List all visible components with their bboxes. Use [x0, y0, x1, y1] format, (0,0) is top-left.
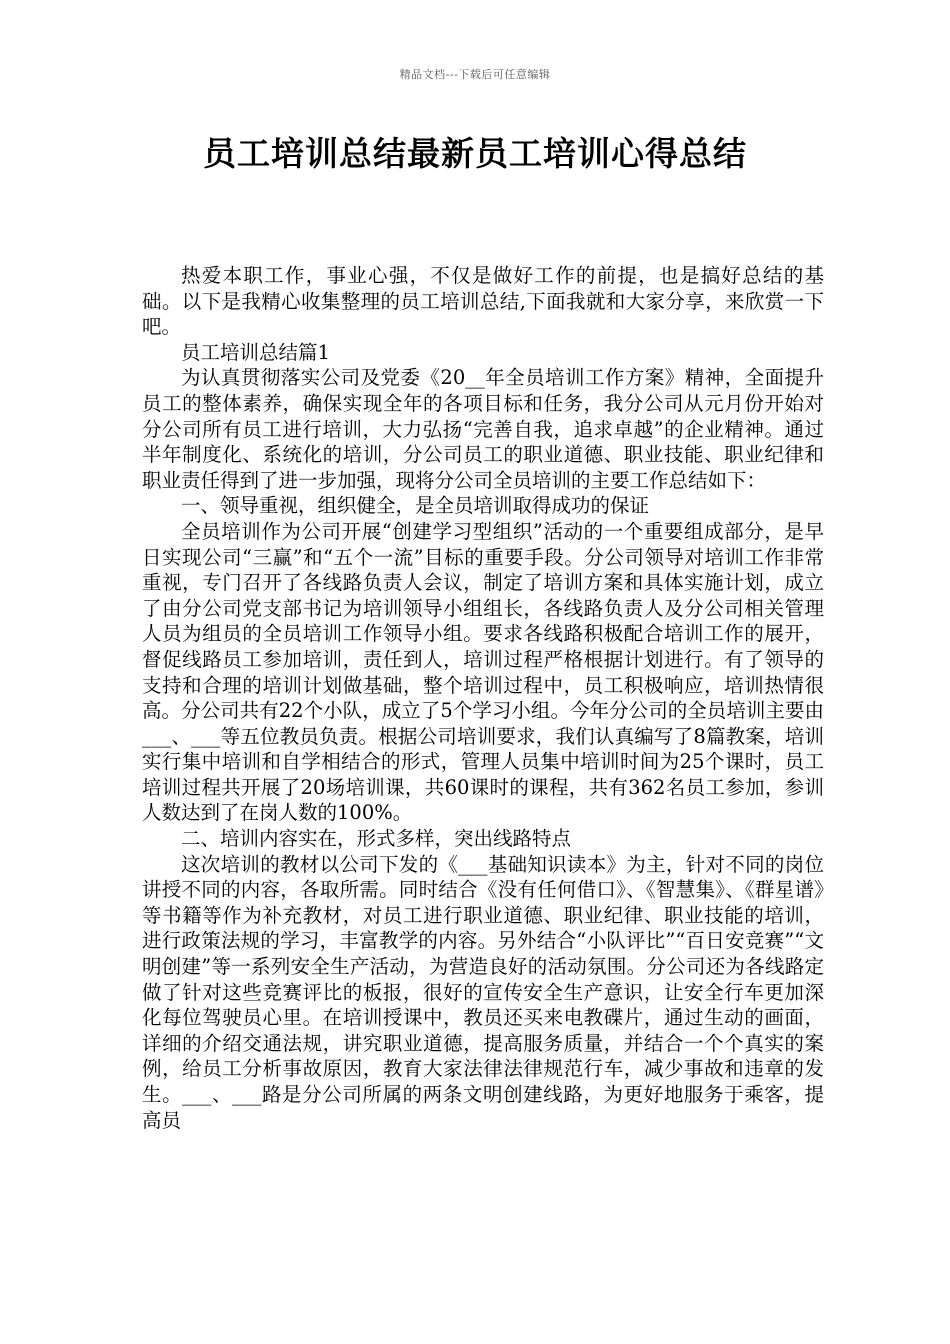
document-body: [142, 263, 824, 1133]
paragraph: 为认真贯彻落实公司及党委《20__年全员培训工作方案》精神，全面提升员工的整体素养，确保实现全年的各项目标和任务，我分公司从元月份开始对分公司所有员工进行培训，大力弘扬“完善自我，追求卓越”的企业精神。通过半年制度化、系统化的培训，分公司员工的职业道德、职业技能、职业纪律和职业责任得到了进一步加强，现将分公司全员培训的主要工作总结如下：: [142, 366, 824, 492]
subheading: 二、培训内容实在，形式多样，突出线路特点: [181, 827, 572, 851]
subheading: 一、领导重视，组织健全，是全员培训取得成功的保证: [181, 494, 650, 518]
document-title: 员工培训总结最新员工培训心得总结: [203, 134, 747, 173]
section-heading-part1: 员工培训总结篇1: [181, 340, 330, 364]
header-note: 精品文档---下载后可任意编辑: [399, 68, 551, 81]
paragraph-intro: 热爱本职工作，事业心强，不仅是做好工作的前提，也是搞好总结的基础。以下是我精心收集整理的员工培训总结,下面我就和大家分享，来欣赏一下吧。: [142, 264, 824, 339]
paragraph: 这次培训的教材以公司下发的《___基础知识读本》为主，针对不同的岗位讲授不同的内容，各取所需。同时结合《没有任何借口》、《智慧集》、《群星谱》等书籍等作为补充教材，对员工进行职业道德、职业纪律、职业技能的培训，进行政策法规的学习，丰富教学的内容。另外结合“小队评比”“百日安竞赛”“文明创建”等一系列安全生产活动，为营造良好的活动氛围。分公司还为各线路定做了针对这些竞赛评比的板报，很好的宣传安全生产意识，让安全行车更加深化每位驾驶员心里。在培训授课中，教员还买来电教碟片，通过生动的画面，详细的介绍交通法规，讲究职业道德，提高服务质量，并结合一个个真实的案例，给员工分析事故原因，教育大家法律法律规范行车，减少事故和违章的发生。___、___路是分公司所属的两条文明创建线路，为更好地服务于乘客，提高员: [142, 852, 824, 1132]
paragraph: 全员培训作为公司开展“创建学习型组织”活动的一个重要组成部分，是早日实现公司“三赢”和“五个一流”目标的重要手段。分公司领导对培训工作非常重视，专门召开了各线路负责人会议，制定了培训方案和具体实施计划，成立了由分公司党支部书记为培训领导小组组长，各线路负责人及分公司相关管理人员为组员的全员培训工作领导小组。要求各线路积极配合培训工作的展开，督促线路员工参加培训，责任到人，培训过程严格根据计划进行。有了领导的支持和合理的培训计划做基础，整个培训过程中，员工积极响应，培训热情很高。分公司共有22个小队，成立了5个学习小组。今年分公司的全员培训主要由___、___等五位教员负责。根据公司培训要求，我们认真编写了8篇教案，培训实行集中培训和自学相结合的形式，管理人员集中培训时间为25个课时，员工培训过程共开展了20场培训课，共60课时的课程，共有362名员工参加，参训人数达到了在岗人数的100%。: [142, 519, 824, 825]
